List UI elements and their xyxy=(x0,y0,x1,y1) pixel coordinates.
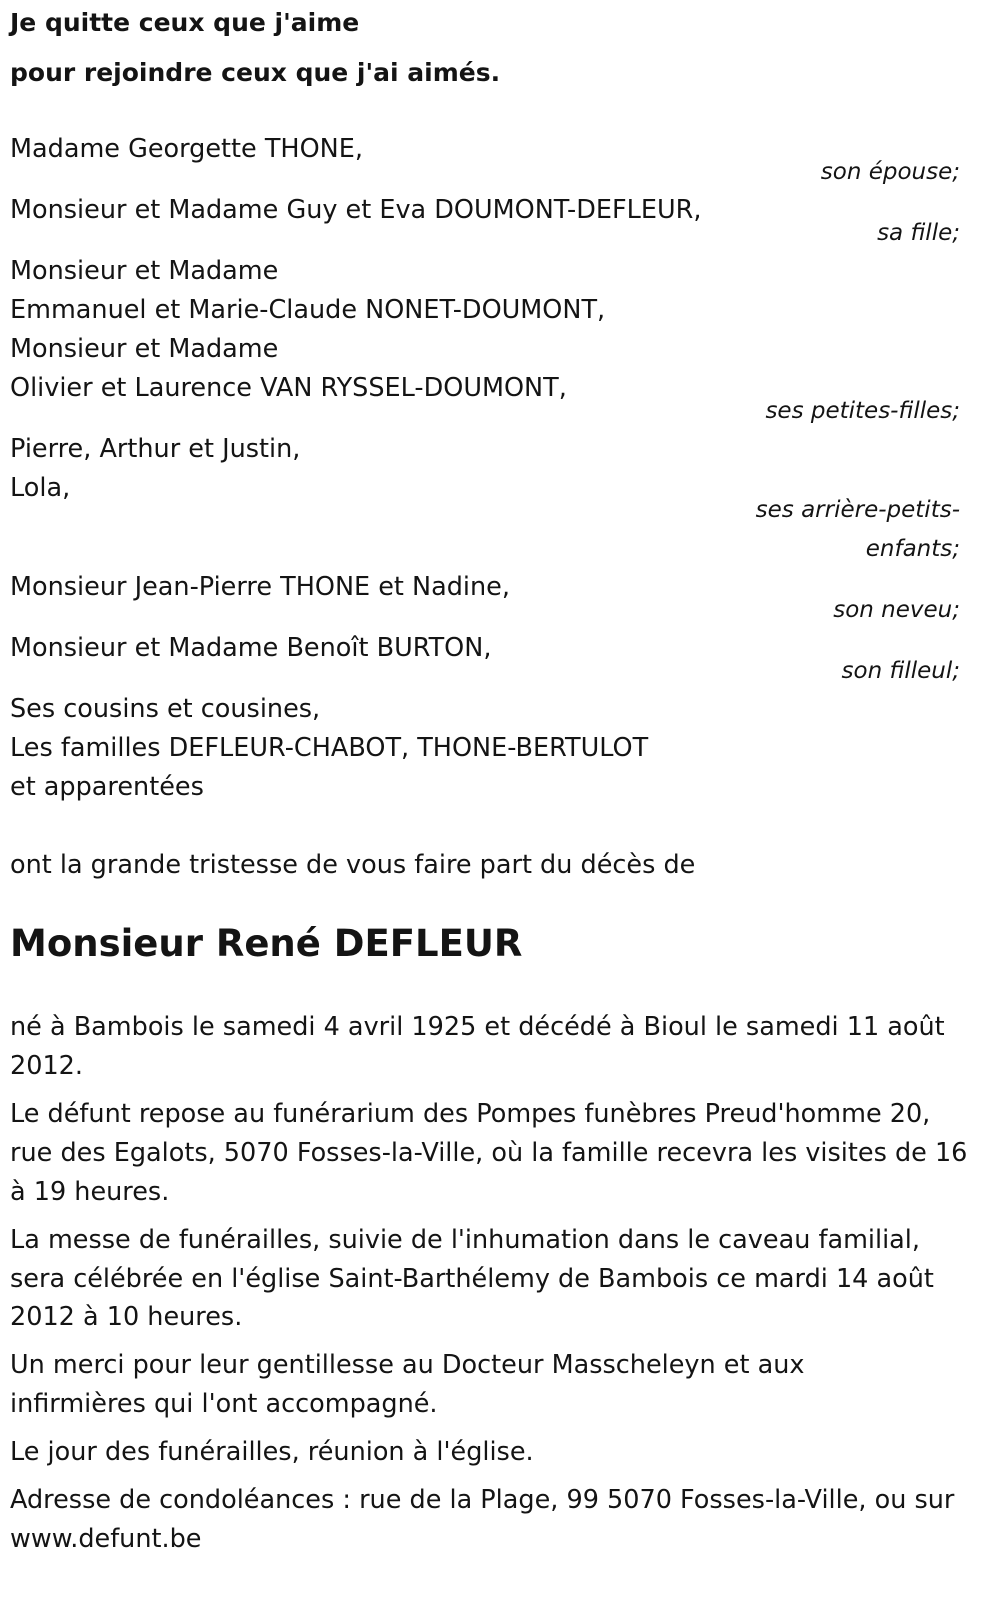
family-line: Pierre, Arthur et Justin, xyxy=(10,434,301,464)
relation-label: ses arrière-petits- xyxy=(755,497,960,523)
body-line: Le défunt repose au funérarium des Pompes funèbres Preud'homme 20, xyxy=(10,1099,931,1129)
family-line: Ses cousins et cousines, xyxy=(10,694,321,724)
relation-label: ses petites-filles; xyxy=(765,398,960,424)
relation-label: enfants; xyxy=(865,536,960,562)
family-line: Les familles DEFLEUR-CHABOT, THONE-BERTULOT xyxy=(10,733,649,763)
body-line: né à Bambois le samedi 4 avril 1925 et décédé à Bioul le samedi 11 août xyxy=(10,1012,945,1042)
epigraph-line-2: pour rejoindre ceux que j'ai aimés. xyxy=(10,58,501,87)
announcement: ont la grande tristesse de vous faire part du décès de xyxy=(10,850,696,880)
body-line: Un merci pour leur gentillesse au Docteur Masscheleyn et aux xyxy=(10,1350,805,1380)
body-line: à 19 heures. xyxy=(10,1177,170,1207)
website-link[interactable]: www.defunt.be xyxy=(10,1524,202,1554)
relation-label: son filleul; xyxy=(841,658,960,684)
deceased-name: Monsieur René DEFLEUR xyxy=(10,922,523,965)
relation-label: son épouse; xyxy=(820,159,960,185)
family-line: Monsieur Jean-Pierre THONE et Nadine, xyxy=(10,572,510,602)
relation-label: sa fille; xyxy=(877,220,960,246)
body-line: Le jour des funérailles, réunion à l'église. xyxy=(10,1437,534,1467)
family-line: Lola, xyxy=(10,473,71,503)
body-line: 2012 à 10 heures. xyxy=(10,1302,243,1332)
body-line: rue des Egalots, 5070 Fosses-la-Ville, où la famille recevra les visites de 16 xyxy=(10,1138,968,1168)
family-line: Monsieur et Madame xyxy=(10,256,279,286)
epigraph-line-1: Je quitte ceux que j'aime xyxy=(10,8,360,37)
family-line: Monsieur et Madame Benoît BURTON, xyxy=(10,633,492,663)
family-line: Olivier et Laurence VAN RYSSEL-DOUMONT, xyxy=(10,373,567,403)
family-line: et apparentées xyxy=(10,772,204,802)
body-line: La messe de funérailles, suivie de l'inhumation dans le caveau familial, xyxy=(10,1225,920,1255)
body-line: Adresse de condoléances : rue de la Plage, 99 5070 Fosses-la-Ville, ou sur xyxy=(10,1485,955,1515)
family-line: Monsieur et Madame xyxy=(10,334,279,364)
body-line: 2012. xyxy=(10,1051,84,1081)
family-line: Emmanuel et Marie-Claude NONET-DOUMONT, xyxy=(10,295,606,325)
family-line: Madame Georgette THONE, xyxy=(10,134,363,164)
body-line: infirmières qui l'ont accompagné. xyxy=(10,1389,438,1419)
relation-label: son neveu; xyxy=(833,597,960,623)
family-line: Monsieur et Madame Guy et Eva DOUMONT-DEFLEUR, xyxy=(10,195,702,225)
body-line: sera célébrée en l'église Saint-Barthélemy de Bambois ce mardi 14 août xyxy=(10,1264,934,1294)
